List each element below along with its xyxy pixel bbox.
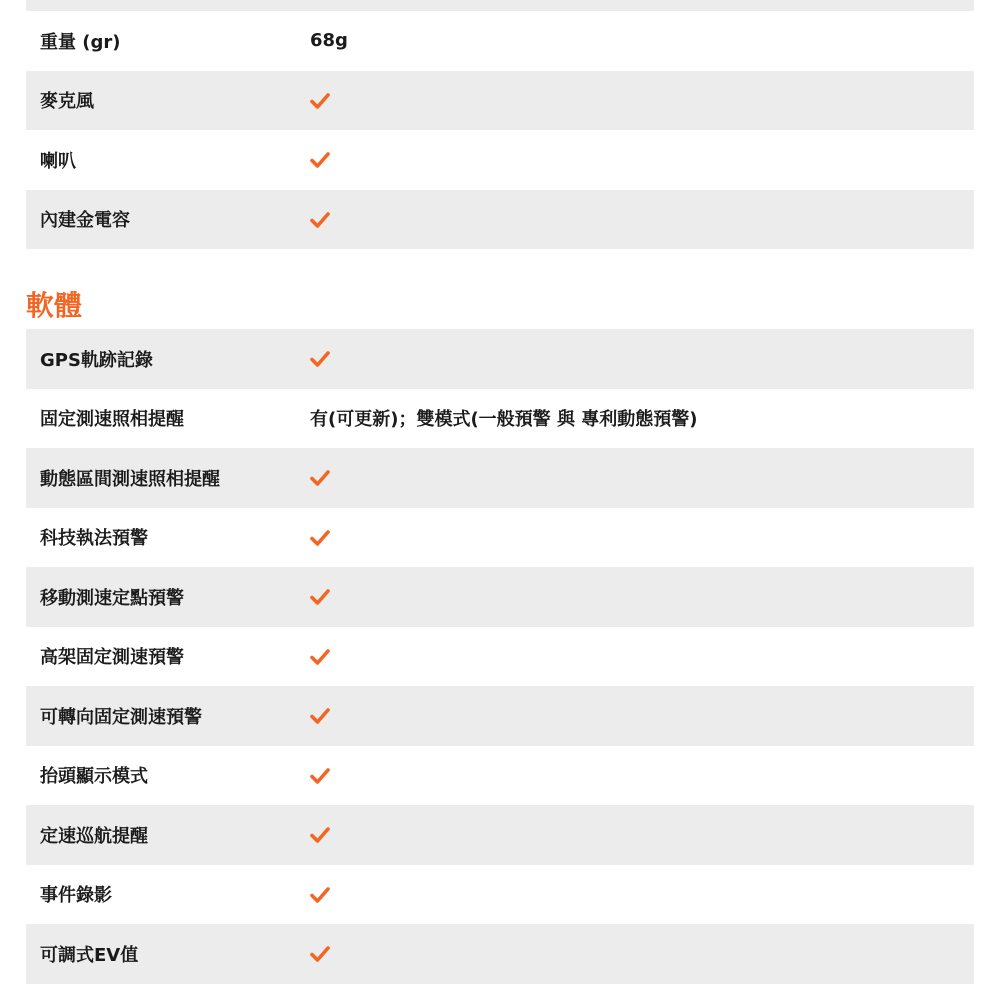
row-label: 可轉向固定測速預警 bbox=[40, 706, 202, 728]
check-icon bbox=[310, 648, 330, 666]
software-spec-table bbox=[26, 329, 974, 984]
row-label: 重量 (gr) bbox=[40, 31, 121, 53]
table-row bbox=[26, 686, 974, 746]
check-icon bbox=[310, 211, 330, 229]
row-value bbox=[310, 149, 974, 170]
table-row bbox=[26, 190, 974, 250]
row-value bbox=[310, 467, 974, 488]
row-label: 事件錄影 bbox=[40, 885, 112, 907]
row-value bbox=[310, 705, 974, 726]
check-icon bbox=[310, 469, 330, 487]
check-icon bbox=[310, 945, 330, 963]
row-value bbox=[310, 765, 974, 786]
check-icon bbox=[310, 588, 330, 606]
row-value bbox=[310, 943, 974, 964]
row-label: 移動測速定點預警 bbox=[40, 587, 184, 609]
table-row bbox=[26, 924, 974, 984]
row-label: 內建金電容 bbox=[40, 210, 130, 232]
row-value bbox=[310, 527, 974, 548]
row-label: 可調式EV值 bbox=[40, 944, 139, 966]
table-row bbox=[26, 11, 974, 71]
row-value bbox=[310, 646, 974, 667]
row-value bbox=[310, 209, 974, 230]
row-value bbox=[310, 90, 974, 111]
table-row bbox=[26, 448, 974, 508]
row-label: 定速巡航提醒 bbox=[40, 825, 148, 847]
check-icon bbox=[310, 886, 330, 904]
check-icon bbox=[310, 707, 330, 725]
row-label: 喇叭 bbox=[40, 150, 76, 172]
table-row bbox=[26, 746, 974, 806]
row-value bbox=[310, 824, 974, 845]
row-value: 有(可更新)；雙模式(一般預警 與 專利動態預警) bbox=[310, 409, 698, 431]
table-row bbox=[26, 567, 974, 627]
hardware-spec-table bbox=[26, 11, 974, 249]
row-value bbox=[310, 586, 974, 607]
table-row bbox=[26, 865, 974, 925]
section-title-software: 軟體 bbox=[26, 289, 83, 322]
row-value bbox=[310, 348, 974, 369]
row-label: 動態區間測速照相提醒 bbox=[40, 468, 220, 490]
check-icon bbox=[310, 151, 330, 169]
row-label: 科技執法預警 bbox=[40, 528, 148, 550]
check-icon bbox=[310, 92, 330, 110]
table-top-strip bbox=[26, 0, 974, 11]
table-row bbox=[26, 130, 974, 190]
table-row bbox=[26, 805, 974, 865]
table-row bbox=[26, 389, 974, 449]
row-label: 固定測速照相提醒 bbox=[40, 409, 184, 431]
row-label: 高架固定測速預警 bbox=[40, 647, 184, 669]
row-value: 68g bbox=[310, 30, 348, 52]
row-value bbox=[310, 884, 974, 905]
row-label: 麥克風 bbox=[40, 91, 94, 113]
table-row bbox=[26, 329, 974, 389]
table-row bbox=[26, 71, 974, 131]
check-icon bbox=[310, 350, 330, 368]
table-row bbox=[26, 508, 974, 568]
check-icon bbox=[310, 826, 330, 844]
check-icon bbox=[310, 529, 330, 547]
table-row bbox=[26, 627, 974, 687]
row-label: GPS軌跡記錄 bbox=[40, 349, 153, 371]
check-icon bbox=[310, 767, 330, 785]
row-label: 抬頭顯示模式 bbox=[40, 766, 148, 788]
